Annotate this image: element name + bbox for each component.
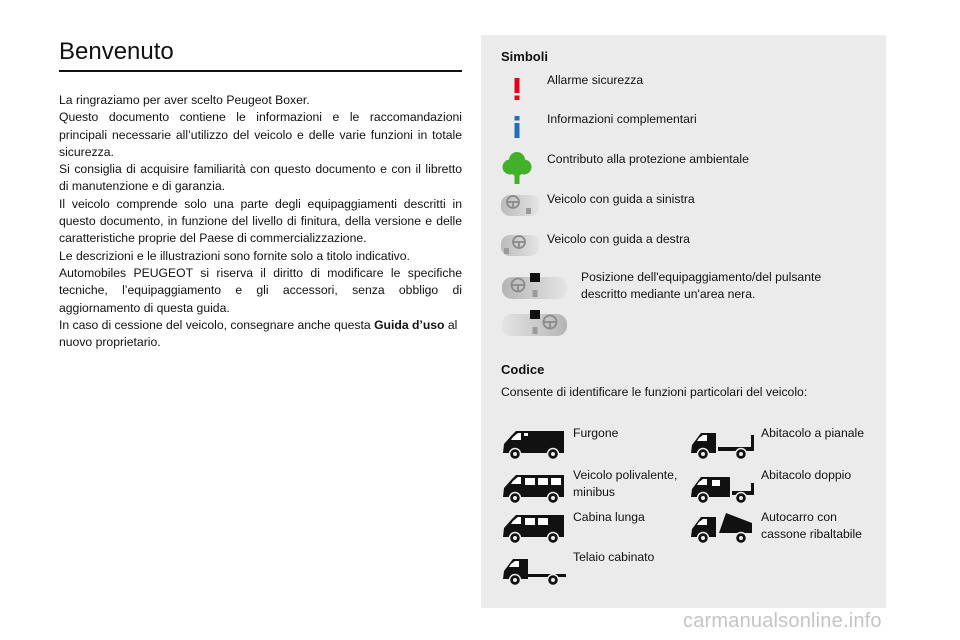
intro-paragraph: Automobiles PEUGEOT si riserva il diritto di modificare le specifiche tecniche, l’equipaggiamento e gli accessori, senza obbligo di aggiornamento di questa guida. bbox=[59, 265, 462, 315]
intro-paragraph: La ringraziamo per aver scelto Peugeot Boxer. bbox=[59, 93, 310, 107]
vehicle-label: Cabina lunga bbox=[573, 510, 645, 524]
intro-paragraph: Le descrizioni e le illustrazioni sono fornite solo a titolo indicativo. bbox=[59, 248, 410, 263]
tree-icon bbox=[502, 151, 532, 185]
intro-text-span: In caso di cessione del veicolo, consegnare anche questa bbox=[59, 317, 375, 332]
codes-description: Consente di identificare le funzioni particolari del veicolo: bbox=[501, 385, 808, 399]
intro-paragraph: Questo documento contiene le informazioni e le raccomandazioni principali necessarie all’utilizzo del veicolo e delle varie funzioni in totale sicurezza. bbox=[59, 110, 462, 159]
left-hand-drive-icon bbox=[501, 192, 541, 218]
chassis-cab-icon bbox=[502, 553, 568, 587]
right-hand-drive-icon bbox=[501, 232, 541, 258]
title-divider bbox=[59, 70, 462, 72]
page-title: Benvenuto bbox=[59, 38, 174, 65]
intro-text-span: al nuovo proprietario. bbox=[59, 317, 458, 350]
vehicle-label: Furgone bbox=[573, 426, 619, 440]
intro-paragraph: Il veicolo comprende solo una parte degli equipaggiamenti descritti in questo documento, in funzione del livello di finitura, della versione e delle caratteristiche proprie del Paese di commercializzazione. bbox=[59, 196, 462, 246]
guide-name: Guida d’uso bbox=[374, 317, 445, 332]
long-cab-icon bbox=[502, 511, 568, 545]
vehicle-label: Veicolo polivalente, minibus bbox=[573, 468, 678, 499]
symbol-label: Contributo alla protezione ambientale bbox=[547, 152, 749, 166]
info-icon bbox=[510, 115, 524, 139]
minibus-icon bbox=[502, 471, 568, 505]
intro-text bbox=[59, 92, 462, 351]
vehicle-label: Abitacolo a pianale bbox=[761, 426, 864, 440]
flatbed-cab-icon bbox=[690, 427, 756, 461]
warning-exclamation-icon bbox=[510, 77, 524, 101]
symbol-label: Veicolo con guida a sinistra bbox=[547, 192, 695, 206]
tipper-truck-icon bbox=[690, 509, 756, 545]
vehicle-label: Abitacolo doppio bbox=[761, 468, 852, 482]
symbol-label: Allarme sicurezza bbox=[547, 73, 644, 87]
symbols-panel bbox=[481, 35, 886, 608]
symbol-label: Informazioni complementari bbox=[547, 112, 697, 126]
double-cab-icon bbox=[690, 471, 756, 505]
symbol-label: Veicolo con guida a destra bbox=[547, 232, 690, 246]
intro-paragraph: Si consiglia di acquisire familiarità con questo documento e con il libretto di manutenzione e di garanzia. bbox=[59, 162, 462, 194]
vehicle-label: Telaio cabinato bbox=[573, 550, 655, 564]
watermark: carmanualsonline.info bbox=[683, 610, 882, 632]
vehicle-label: Autocarro con cassone ribaltabile bbox=[761, 510, 862, 541]
symbols-heading: Simboli bbox=[501, 49, 548, 64]
equipment-position-icon bbox=[501, 271, 569, 337]
codes-heading: Codice bbox=[501, 362, 545, 377]
symbol-label: Posizione dell'equipaggiamento/del pulsante descritto mediante un'area nera. bbox=[581, 270, 822, 301]
intro-paragraph bbox=[59, 317, 462, 352]
van-icon bbox=[502, 427, 568, 461]
